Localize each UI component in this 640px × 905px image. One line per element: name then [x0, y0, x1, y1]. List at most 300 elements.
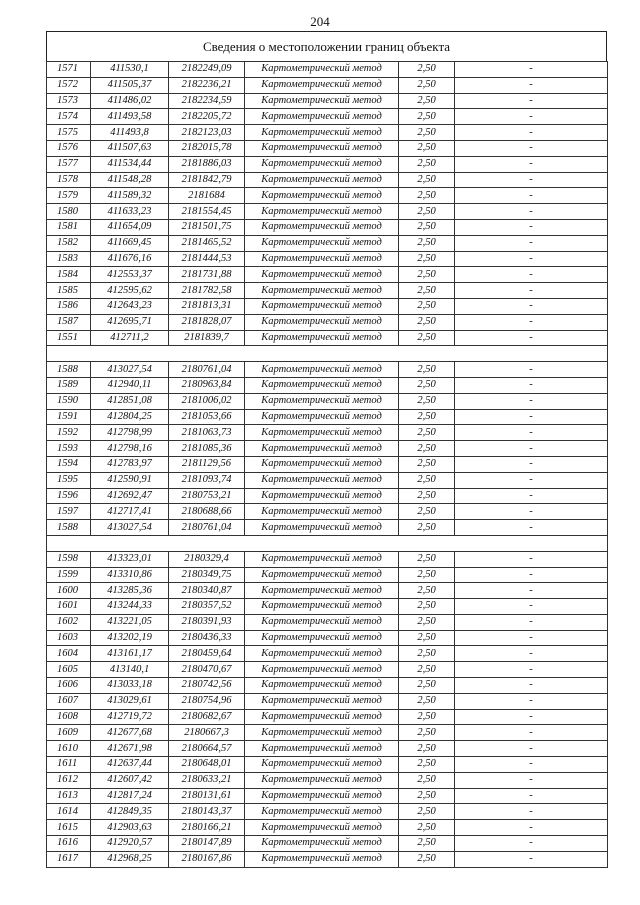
x-coordinate-cell: 412711,2: [91, 330, 169, 346]
accuracy-cell: 2,50: [399, 851, 455, 867]
table-row: [47, 393, 608, 409]
y-coordinate-cell: 2180664,57: [169, 741, 245, 757]
method-cell: Картометрический метод: [245, 678, 399, 694]
accuracy-cell: 2,50: [399, 488, 455, 504]
x-coordinate-cell: 412590,91: [91, 472, 169, 488]
description-cell: -: [455, 188, 608, 204]
y-coordinate-cell: 2180648,01: [169, 757, 245, 773]
x-coordinate-cell: 412903,63: [91, 820, 169, 836]
x-coordinate-cell: 412849,35: [91, 804, 169, 820]
table-row: [47, 425, 608, 441]
point-number-cell: 1611: [47, 757, 91, 773]
y-coordinate-cell: 2181684: [169, 188, 245, 204]
method-cell: Картометрический метод: [245, 109, 399, 125]
description-cell: -: [455, 520, 608, 536]
x-coordinate-cell: 412817,24: [91, 788, 169, 804]
y-coordinate-cell: 2181465,52: [169, 235, 245, 251]
y-coordinate-cell: 2181006,02: [169, 393, 245, 409]
point-number-cell: 1580: [47, 204, 91, 220]
description-cell: -: [455, 804, 608, 820]
x-coordinate-cell: 412637,44: [91, 757, 169, 773]
accuracy-cell: 2,50: [399, 741, 455, 757]
x-coordinate-cell: 412695,71: [91, 314, 169, 330]
y-coordinate-cell: 2182234,59: [169, 93, 245, 109]
method-cell: Картометрический метод: [245, 788, 399, 804]
table-row: [47, 204, 608, 220]
method-cell: Картометрический метод: [245, 140, 399, 156]
table-row: [47, 251, 608, 267]
x-coordinate-cell: 413310,86: [91, 567, 169, 583]
method-cell: Картометрический метод: [245, 251, 399, 267]
accuracy-cell: 2,50: [399, 788, 455, 804]
description-cell: -: [455, 267, 608, 283]
description-cell: -: [455, 630, 608, 646]
point-number-cell: 1599: [47, 567, 91, 583]
method-cell: Картометрический метод: [245, 567, 399, 583]
accuracy-cell: 2,50: [399, 772, 455, 788]
table-row: [47, 788, 608, 804]
method-cell: Картометрический метод: [245, 583, 399, 599]
page-number: 204: [310, 14, 330, 29]
method-cell: Картометрический метод: [245, 204, 399, 220]
accuracy-cell: 2,50: [399, 693, 455, 709]
description-cell: -: [455, 251, 608, 267]
x-coordinate-cell: 411507,63: [91, 140, 169, 156]
point-number-cell: 1597: [47, 504, 91, 520]
table-row: [47, 804, 608, 820]
x-coordinate-cell: 411505,37: [91, 77, 169, 93]
method-cell: Картометрический метод: [245, 757, 399, 773]
y-coordinate-cell: 2181085,36: [169, 441, 245, 457]
description-cell: -: [455, 456, 608, 472]
point-number-cell: 1587: [47, 314, 91, 330]
accuracy-cell: 2,50: [399, 583, 455, 599]
x-coordinate-cell: 413140,1: [91, 662, 169, 678]
description-cell: -: [455, 472, 608, 488]
method-cell: Картометрический метод: [245, 393, 399, 409]
description-cell: -: [455, 583, 608, 599]
accuracy-cell: 2,50: [399, 472, 455, 488]
point-number-cell: 1595: [47, 472, 91, 488]
accuracy-cell: 2,50: [399, 804, 455, 820]
y-coordinate-cell: 2180688,66: [169, 504, 245, 520]
boundary-coordinates-table: [46, 61, 608, 868]
table-row: [47, 488, 608, 504]
table-row: [47, 298, 608, 314]
method-cell: Картометрический метод: [245, 725, 399, 741]
description-cell: -: [455, 93, 608, 109]
description-cell: -: [455, 646, 608, 662]
table-row: [47, 235, 608, 251]
x-coordinate-cell: 411548,28: [91, 172, 169, 188]
description-cell: -: [455, 62, 608, 78]
y-coordinate-cell: 2180754,96: [169, 693, 245, 709]
description-cell: -: [455, 741, 608, 757]
y-coordinate-cell: 2181129,56: [169, 456, 245, 472]
table-row: [47, 377, 608, 393]
method-cell: Картометрический метод: [245, 614, 399, 630]
point-number-cell: 1596: [47, 488, 91, 504]
y-coordinate-cell: 2180761,04: [169, 520, 245, 536]
point-number-cell: 1606: [47, 678, 91, 694]
description-cell: -: [455, 678, 608, 694]
table-row: [47, 362, 608, 378]
table-row: [47, 330, 608, 346]
y-coordinate-cell: 2180459,64: [169, 646, 245, 662]
method-cell: Картометрический метод: [245, 377, 399, 393]
point-number-cell: 1583: [47, 251, 91, 267]
accuracy-cell: 2,50: [399, 362, 455, 378]
table-row: [47, 188, 608, 204]
point-number-cell: 1614: [47, 804, 91, 820]
table-row: [47, 172, 608, 188]
accuracy-cell: 2,50: [399, 377, 455, 393]
y-coordinate-cell: 2180633,21: [169, 772, 245, 788]
accuracy-cell: 2,50: [399, 678, 455, 694]
separator-cell: [47, 535, 608, 551]
x-coordinate-cell: 412553,37: [91, 267, 169, 283]
table-row: [47, 520, 608, 536]
x-coordinate-cell: 413202,19: [91, 630, 169, 646]
point-number-cell: 1608: [47, 709, 91, 725]
description-cell: -: [455, 725, 608, 741]
method-cell: Картометрический метод: [245, 646, 399, 662]
x-coordinate-cell: 411589,32: [91, 188, 169, 204]
table-row: [47, 693, 608, 709]
table-body: [47, 62, 608, 868]
y-coordinate-cell: 2180742,56: [169, 678, 245, 694]
description-cell: -: [455, 362, 608, 378]
x-coordinate-cell: 413285,36: [91, 583, 169, 599]
y-coordinate-cell: 2180761,04: [169, 362, 245, 378]
y-coordinate-cell: 2181886,03: [169, 156, 245, 172]
point-number-cell: 1609: [47, 725, 91, 741]
y-coordinate-cell: 2180391,93: [169, 614, 245, 630]
description-cell: -: [455, 504, 608, 520]
description-cell: -: [455, 156, 608, 172]
method-cell: Картометрический метод: [245, 772, 399, 788]
y-coordinate-cell: 2180147,89: [169, 836, 245, 852]
x-coordinate-cell: 413244,33: [91, 599, 169, 615]
accuracy-cell: 2,50: [399, 330, 455, 346]
method-cell: Картометрический метод: [245, 851, 399, 867]
accuracy-cell: 2,50: [399, 156, 455, 172]
x-coordinate-cell: 412798,16: [91, 441, 169, 457]
accuracy-cell: 2,50: [399, 709, 455, 725]
accuracy-cell: 2,50: [399, 267, 455, 283]
x-coordinate-cell: 412677,68: [91, 725, 169, 741]
method-cell: Картометрический метод: [245, 741, 399, 757]
accuracy-cell: 2,50: [399, 172, 455, 188]
point-number-cell: 1600: [47, 583, 91, 599]
description-cell: -: [455, 377, 608, 393]
x-coordinate-cell: 413027,54: [91, 362, 169, 378]
x-coordinate-cell: 413029,61: [91, 693, 169, 709]
accuracy-cell: 2,50: [399, 757, 455, 773]
method-cell: Картометрический метод: [245, 693, 399, 709]
x-coordinate-cell: 412671,98: [91, 741, 169, 757]
description-cell: -: [455, 409, 608, 425]
method-cell: Картометрический метод: [245, 836, 399, 852]
table-row: [47, 472, 608, 488]
description-cell: -: [455, 330, 608, 346]
point-number-cell: 1591: [47, 409, 91, 425]
table-row: [47, 125, 608, 141]
description-cell: -: [455, 425, 608, 441]
accuracy-cell: 2,50: [399, 456, 455, 472]
description-cell: -: [455, 77, 608, 93]
table-row: [47, 504, 608, 520]
table-row: [47, 599, 608, 615]
x-coordinate-cell: 412595,62: [91, 283, 169, 299]
y-coordinate-cell: 2181063,73: [169, 425, 245, 441]
description-cell: -: [455, 125, 608, 141]
x-coordinate-cell: 411530,1: [91, 62, 169, 78]
description-cell: -: [455, 140, 608, 156]
point-number-cell: 1602: [47, 614, 91, 630]
accuracy-cell: 2,50: [399, 393, 455, 409]
y-coordinate-cell: 2181554,45: [169, 204, 245, 220]
point-number-cell: 1615: [47, 820, 91, 836]
table-row: [47, 646, 608, 662]
point-number-cell: 1603: [47, 630, 91, 646]
x-coordinate-cell: 412798,99: [91, 425, 169, 441]
description-cell: -: [455, 836, 608, 852]
accuracy-cell: 2,50: [399, 251, 455, 267]
table-row: [47, 409, 608, 425]
description-cell: -: [455, 488, 608, 504]
method-cell: Картометрический метод: [245, 709, 399, 725]
method-cell: Картометрический метод: [245, 456, 399, 472]
x-coordinate-cell: 412607,42: [91, 772, 169, 788]
point-number-cell: 1610: [47, 741, 91, 757]
accuracy-cell: 2,50: [399, 62, 455, 78]
method-cell: Картометрический метод: [245, 62, 399, 78]
x-coordinate-cell: 412851,08: [91, 393, 169, 409]
x-coordinate-cell: 411493,58: [91, 109, 169, 125]
method-cell: Картометрический метод: [245, 409, 399, 425]
description-cell: -: [455, 772, 608, 788]
table-row: [47, 709, 608, 725]
accuracy-cell: 2,50: [399, 77, 455, 93]
x-coordinate-cell: 413027,54: [91, 520, 169, 536]
method-cell: Картометрический метод: [245, 488, 399, 504]
table-row: [47, 219, 608, 235]
method-cell: Картометрический метод: [245, 804, 399, 820]
method-cell: Картометрический метод: [245, 156, 399, 172]
x-coordinate-cell: 411654,09: [91, 219, 169, 235]
table-row: [47, 140, 608, 156]
description-cell: -: [455, 172, 608, 188]
x-coordinate-cell: 412804,25: [91, 409, 169, 425]
y-coordinate-cell: 2180667,3: [169, 725, 245, 741]
y-coordinate-cell: 2181828,07: [169, 314, 245, 330]
description-cell: -: [455, 298, 608, 314]
point-number-cell: 1588: [47, 362, 91, 378]
description-cell: -: [455, 599, 608, 615]
table-row: [47, 314, 608, 330]
point-number-cell: 1581: [47, 219, 91, 235]
point-number-cell: 1607: [47, 693, 91, 709]
method-cell: Картометрический метод: [245, 551, 399, 567]
method-cell: Картометрический метод: [245, 504, 399, 520]
accuracy-cell: 2,50: [399, 662, 455, 678]
y-coordinate-cell: 2181444,53: [169, 251, 245, 267]
x-coordinate-cell: 411669,45: [91, 235, 169, 251]
y-coordinate-cell: 2181501,75: [169, 219, 245, 235]
table-row: [47, 156, 608, 172]
y-coordinate-cell: 2180329,4: [169, 551, 245, 567]
method-cell: Картометрический метод: [245, 520, 399, 536]
x-coordinate-cell: 412719,72: [91, 709, 169, 725]
accuracy-cell: 2,50: [399, 820, 455, 836]
point-number-cell: 1601: [47, 599, 91, 615]
description-cell: -: [455, 614, 608, 630]
point-number-cell: 1617: [47, 851, 91, 867]
y-coordinate-cell: 2181842,79: [169, 172, 245, 188]
x-coordinate-cell: 413161,17: [91, 646, 169, 662]
method-cell: Картометрический метод: [245, 77, 399, 93]
x-coordinate-cell: 411486,02: [91, 93, 169, 109]
y-coordinate-cell: 2182205,72: [169, 109, 245, 125]
table-row: [47, 567, 608, 583]
x-coordinate-cell: 411633,23: [91, 204, 169, 220]
y-coordinate-cell: 2180167,86: [169, 851, 245, 867]
table-row: [47, 757, 608, 773]
x-coordinate-cell: 412920,57: [91, 836, 169, 852]
table-row: [47, 741, 608, 757]
description-cell: -: [455, 693, 608, 709]
description-cell: -: [455, 551, 608, 567]
x-coordinate-cell: 413221,05: [91, 614, 169, 630]
table-row: [47, 267, 608, 283]
table-row: [47, 441, 608, 457]
separator-cell: [47, 346, 608, 362]
table-row: [47, 836, 608, 852]
point-number-cell: 1582: [47, 235, 91, 251]
description-cell: -: [455, 283, 608, 299]
method-cell: Картометрический метод: [245, 630, 399, 646]
y-coordinate-cell: 2180143,37: [169, 804, 245, 820]
table-row: [47, 725, 608, 741]
point-number-cell: 1574: [47, 109, 91, 125]
method-cell: Картометрический метод: [245, 93, 399, 109]
method-cell: Картометрический метод: [245, 314, 399, 330]
point-number-cell: 1551: [47, 330, 91, 346]
accuracy-cell: 2,50: [399, 204, 455, 220]
x-coordinate-cell: 413323,01: [91, 551, 169, 567]
table-row: [47, 662, 608, 678]
description-cell: -: [455, 109, 608, 125]
x-coordinate-cell: 411534,44: [91, 156, 169, 172]
accuracy-cell: 2,50: [399, 599, 455, 615]
x-coordinate-cell: 412692,47: [91, 488, 169, 504]
accuracy-cell: 2,50: [399, 441, 455, 457]
point-number-cell: 1616: [47, 836, 91, 852]
x-coordinate-cell: 412968,25: [91, 851, 169, 867]
table-row: [47, 93, 608, 109]
method-cell: Картометрический метод: [245, 188, 399, 204]
accuracy-cell: 2,50: [399, 188, 455, 204]
y-coordinate-cell: 2180470,67: [169, 662, 245, 678]
table-row: [47, 820, 608, 836]
accuracy-cell: 2,50: [399, 140, 455, 156]
method-cell: Картометрический метод: [245, 362, 399, 378]
description-cell: -: [455, 788, 608, 804]
point-number-cell: 1572: [47, 77, 91, 93]
y-coordinate-cell: 2181731,88: [169, 267, 245, 283]
description-cell: -: [455, 662, 608, 678]
x-coordinate-cell: 412940,11: [91, 377, 169, 393]
description-cell: -: [455, 314, 608, 330]
point-number-cell: 1598: [47, 551, 91, 567]
table-row: [47, 62, 608, 78]
point-number-cell: 1571: [47, 62, 91, 78]
point-number-cell: 1612: [47, 772, 91, 788]
description-cell: -: [455, 204, 608, 220]
point-number-cell: 1594: [47, 456, 91, 472]
description-cell: -: [455, 441, 608, 457]
method-cell: Картометрический метод: [245, 472, 399, 488]
accuracy-cell: 2,50: [399, 551, 455, 567]
x-coordinate-cell: 412717,41: [91, 504, 169, 520]
accuracy-cell: 2,50: [399, 836, 455, 852]
method-cell: Картометрический метод: [245, 283, 399, 299]
table-row: [47, 551, 608, 567]
boundary-table-sheet: [46, 31, 607, 868]
method-cell: Картометрический метод: [245, 820, 399, 836]
accuracy-cell: 2,50: [399, 520, 455, 536]
point-number-cell: 1573: [47, 93, 91, 109]
method-cell: Картометрический метод: [245, 425, 399, 441]
accuracy-cell: 2,50: [399, 646, 455, 662]
method-cell: Картометрический метод: [245, 125, 399, 141]
table-row: [47, 678, 608, 694]
y-coordinate-cell: 2180753,21: [169, 488, 245, 504]
point-number-cell: 1588: [47, 520, 91, 536]
accuracy-cell: 2,50: [399, 109, 455, 125]
accuracy-cell: 2,50: [399, 125, 455, 141]
accuracy-cell: 2,50: [399, 283, 455, 299]
accuracy-cell: 2,50: [399, 504, 455, 520]
point-number-cell: 1585: [47, 283, 91, 299]
y-coordinate-cell: 2182236,21: [169, 77, 245, 93]
accuracy-cell: 2,50: [399, 614, 455, 630]
point-number-cell: 1589: [47, 377, 91, 393]
y-coordinate-cell: 2182123,03: [169, 125, 245, 141]
description-cell: -: [455, 567, 608, 583]
method-cell: Картометрический метод: [245, 267, 399, 283]
accuracy-cell: 2,50: [399, 93, 455, 109]
table-row: [47, 283, 608, 299]
y-coordinate-cell: 2180436,33: [169, 630, 245, 646]
method-cell: Картометрический метод: [245, 172, 399, 188]
point-number-cell: 1592: [47, 425, 91, 441]
point-number-cell: 1576: [47, 140, 91, 156]
table-row: [47, 456, 608, 472]
group-separator-row: [47, 535, 608, 551]
group-separator-row: [47, 346, 608, 362]
point-number-cell: 1575: [47, 125, 91, 141]
description-cell: -: [455, 757, 608, 773]
method-cell: Картометрический метод: [245, 235, 399, 251]
accuracy-cell: 2,50: [399, 314, 455, 330]
accuracy-cell: 2,50: [399, 219, 455, 235]
table-row: [47, 772, 608, 788]
x-coordinate-cell: 412643,23: [91, 298, 169, 314]
description-cell: -: [455, 219, 608, 235]
y-coordinate-cell: 2182249,09: [169, 62, 245, 78]
